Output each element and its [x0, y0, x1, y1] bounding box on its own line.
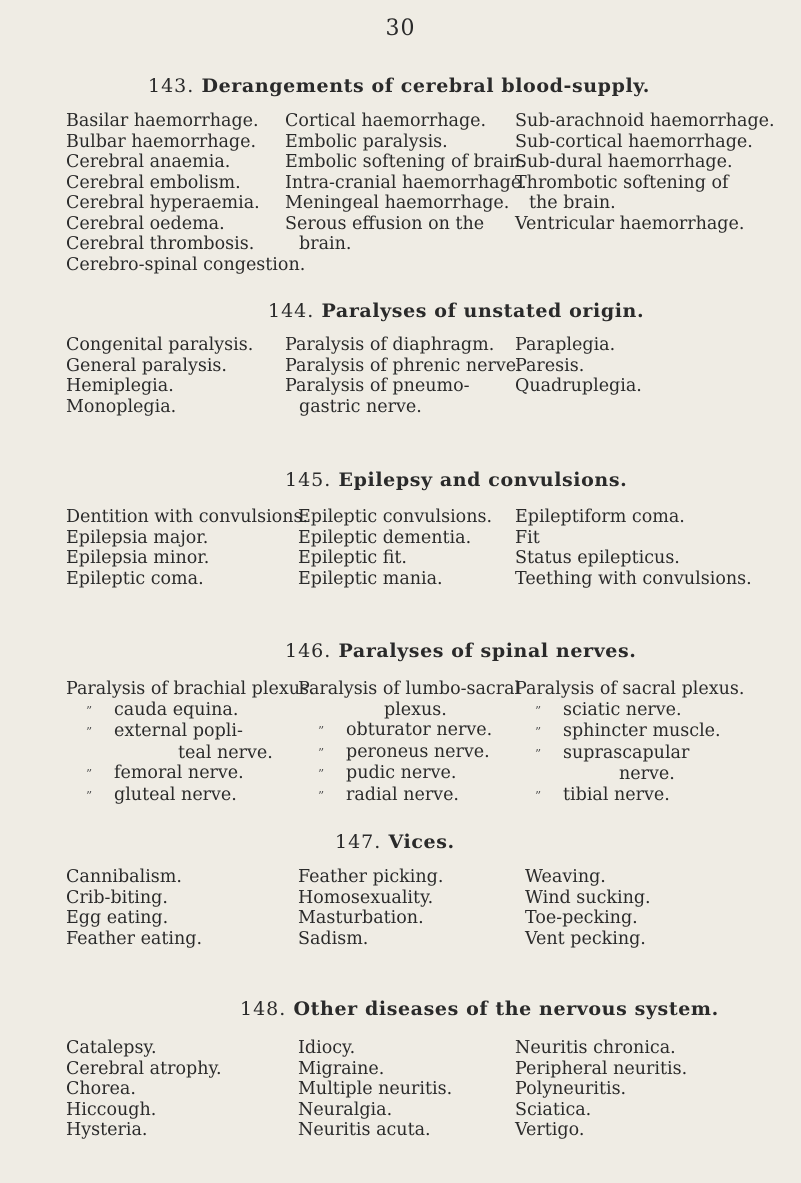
list-item: Epilepsia major.	[66, 527, 209, 548]
list-item: Epileptic mania.	[298, 568, 443, 589]
list-item: Toe-pecking.	[525, 908, 638, 928]
ditto-mark: ”	[318, 745, 325, 760]
section-144-column-2	[285, 335, 522, 417]
list-item: Sub-dural haemorrhage.	[515, 152, 733, 172]
list-item: Monoplegia.	[66, 396, 177, 417]
list-item: Feather picking.	[298, 867, 444, 887]
list-item: Neuritis acuta.	[298, 1120, 431, 1140]
section-146-column-1	[66, 679, 315, 806]
list-item: Epileptiform coma.	[515, 507, 685, 527]
list-item: Epileptic dementia.	[298, 527, 472, 548]
section-title: Derangements of cerebral blood-supply.	[201, 75, 650, 97]
list-item: Embolic paralysis.	[285, 131, 448, 152]
list-item: Polyneuritis.	[515, 1079, 627, 1099]
section-148-column-2	[298, 1038, 452, 1141]
list-item: Peripheral neuritis.	[515, 1058, 688, 1079]
list-item: ” obturator nerve.	[298, 720, 520, 742]
list-item: Sadism.	[298, 928, 369, 949]
list-item: Migraine.	[298, 1058, 385, 1079]
list-item: Sub-cortical haemorrhage.	[515, 131, 753, 152]
list-item-continuation: teal nerve.	[178, 742, 273, 763]
list-item: Basilar haemorrhage.	[66, 111, 259, 131]
ditto-mark: ”	[535, 788, 542, 803]
list-item: Homosexuality.	[298, 887, 434, 908]
section-144-column-3	[515, 335, 642, 397]
list-item: Embolic softening of brain.	[285, 152, 526, 172]
list-item: Dentition with convulsions.	[66, 507, 309, 527]
section-title: Other diseases of the nervous system.	[293, 998, 719, 1020]
list-item: Paralysis of diaphragm.	[285, 335, 495, 355]
section-number: 146.	[285, 640, 332, 662]
ditto-mark: ”	[318, 724, 325, 738]
list-item: ” peroneus nerve.	[298, 742, 520, 764]
list-item: Hiccough.	[66, 1099, 157, 1120]
list-item: Neuritis chronica.	[515, 1038, 676, 1058]
list-item: Paralysis of lumbo-sacral	[298, 679, 521, 699]
section-145-column-1	[66, 507, 308, 589]
section-147-column-3	[525, 867, 651, 949]
list-item: Hemiplegia.	[66, 376, 174, 396]
list-item: Epileptic coma.	[66, 568, 204, 589]
list-item: Cerebral anaemia.	[66, 152, 231, 172]
section-number: 144.	[268, 300, 315, 322]
list-item: Cerebral hyperaemia.	[66, 193, 260, 213]
section-144-heading	[268, 300, 644, 322]
section-146-column-2	[298, 679, 520, 806]
list-item: Paralysis of brachial plexus.	[66, 679, 315, 699]
list-item: Vertigo.	[515, 1120, 585, 1140]
section-title: Vices.	[388, 831, 455, 853]
list-item: Vent pecking.	[525, 928, 646, 949]
list-item-continuation: nerve.	[619, 764, 675, 784]
section-title: Paralyses of spinal nerves.	[338, 640, 637, 662]
list-item: Status epilepticus.	[515, 548, 680, 568]
list-item: Bulbar haemorrhage.	[66, 131, 257, 152]
ditto-mark: ”	[318, 767, 325, 781]
list-item: Congenital paralysis.	[66, 335, 254, 355]
section-title: Paralyses of unstated origin.	[321, 300, 645, 322]
section-147-heading	[335, 831, 455, 853]
list-item: ” gluteal nerve.	[66, 785, 315, 807]
list-item: Crib-biting.	[66, 887, 168, 908]
section-143-heading	[148, 75, 650, 97]
list-item: Masturbation.	[298, 908, 424, 928]
section-143-column-2	[285, 111, 527, 255]
list-item: Paralysis of phrenic nerve.	[285, 355, 522, 376]
list-item: Epilepsia minor.	[66, 548, 210, 568]
ditto-mark: ”	[86, 788, 93, 803]
list-item: Meningeal haemorrhage.	[285, 193, 510, 213]
list-item: Epileptic fit.	[298, 548, 407, 568]
section-143-column-1	[66, 111, 305, 275]
list-item: Paresis.	[515, 355, 585, 376]
list-item: Serous effusion on the	[285, 213, 485, 234]
section-title: Epilepsy and convulsions.	[338, 469, 628, 491]
list-item: Ventricular haemorrhage.	[515, 213, 745, 234]
list-item: ” sciatic nerve.	[515, 700, 744, 722]
list-item: ” sphincter muscle.	[515, 721, 744, 743]
ditto-mark: ”	[535, 725, 542, 739]
list-item: Weaving.	[525, 867, 606, 887]
section-146-heading	[285, 640, 636, 662]
section-147-column-1	[66, 867, 202, 949]
section-145-heading	[285, 469, 627, 491]
ditto-mark: ”	[86, 767, 93, 781]
section-number: 145.	[285, 469, 332, 491]
section-143-column-3	[515, 111, 775, 234]
list-item: Quadruplegia.	[515, 376, 642, 396]
list-item: ” tibial nerve.	[515, 785, 744, 807]
list-item: Cerebro-spinal congestion.	[66, 254, 306, 275]
list-item-continuation: plexus.	[384, 699, 447, 720]
list-item: Paralysis of sacral plexus.	[515, 679, 745, 699]
list-item: Cerebral atrophy.	[66, 1058, 222, 1079]
list-item: Egg eating.	[66, 908, 169, 928]
list-item: ” cauda equina.	[66, 700, 315, 722]
list-item: ” suprascapular	[515, 743, 744, 765]
ditto-mark: ”	[86, 725, 93, 739]
ditto-mark: ”	[318, 788, 325, 803]
list-item: General paralysis.	[66, 355, 227, 376]
section-145-column-2	[298, 507, 492, 589]
section-number: 148.	[240, 998, 287, 1020]
list-item: ” femoral nerve.	[66, 763, 315, 785]
list-item: ” external popli-	[66, 721, 315, 743]
section-147-column-2	[298, 867, 443, 949]
list-item: Cortical haemorrhage.	[285, 111, 487, 131]
list-item-continuation: the brain.	[529, 193, 616, 213]
list-item: Fit	[515, 527, 540, 548]
list-item: Neuralgia.	[298, 1099, 393, 1120]
list-item: Cannibalism.	[66, 867, 182, 887]
list-item: ” radial nerve.	[298, 785, 520, 807]
list-item: Epileptic convulsions.	[298, 507, 493, 527]
list-item: Multiple neuritis.	[298, 1079, 453, 1099]
ditto-mark: ”	[86, 703, 93, 718]
list-item: Paralysis of pneumo-	[285, 376, 470, 396]
list-item: Cerebral thrombosis.	[66, 234, 255, 254]
list-item-continuation: gastric nerve.	[299, 396, 422, 417]
section-number: 147.	[335, 831, 382, 853]
section-148-heading	[240, 998, 719, 1020]
ditto-mark: ”	[535, 746, 542, 761]
list-item: Hysteria.	[66, 1120, 148, 1140]
list-item-continuation: brain.	[299, 234, 352, 254]
list-item: Catalepsy.	[66, 1038, 157, 1058]
section-148-column-1	[66, 1038, 222, 1141]
list-item: Idiocy.	[298, 1038, 356, 1058]
list-item: Thrombotic softening of	[515, 172, 729, 193]
list-item: Chorea.	[66, 1079, 136, 1099]
list-item: Teething with convulsions.	[515, 568, 752, 589]
section-148-column-3	[515, 1038, 687, 1141]
section-145-column-3	[515, 507, 752, 589]
list-item: Sciatica.	[515, 1099, 592, 1120]
list-item: ” pudic nerve.	[298, 763, 520, 785]
section-146-column-3	[515, 679, 744, 806]
page-number: 30	[385, 16, 416, 41]
list-item: Cerebral oedema.	[66, 213, 225, 234]
section-number: 143.	[148, 75, 195, 97]
list-item: Wind sucking.	[525, 887, 651, 908]
list-item: Cerebral embolism.	[66, 172, 241, 193]
section-144-column-1	[66, 335, 253, 417]
list-item: Intra-cranial haemorrhage.	[285, 172, 527, 193]
list-item: Sub-arachnoid haemorrhage.	[515, 111, 775, 131]
list-item: Paraplegia.	[515, 335, 616, 355]
ditto-mark: ”	[535, 703, 542, 718]
list-item: Feather eating.	[66, 928, 203, 949]
